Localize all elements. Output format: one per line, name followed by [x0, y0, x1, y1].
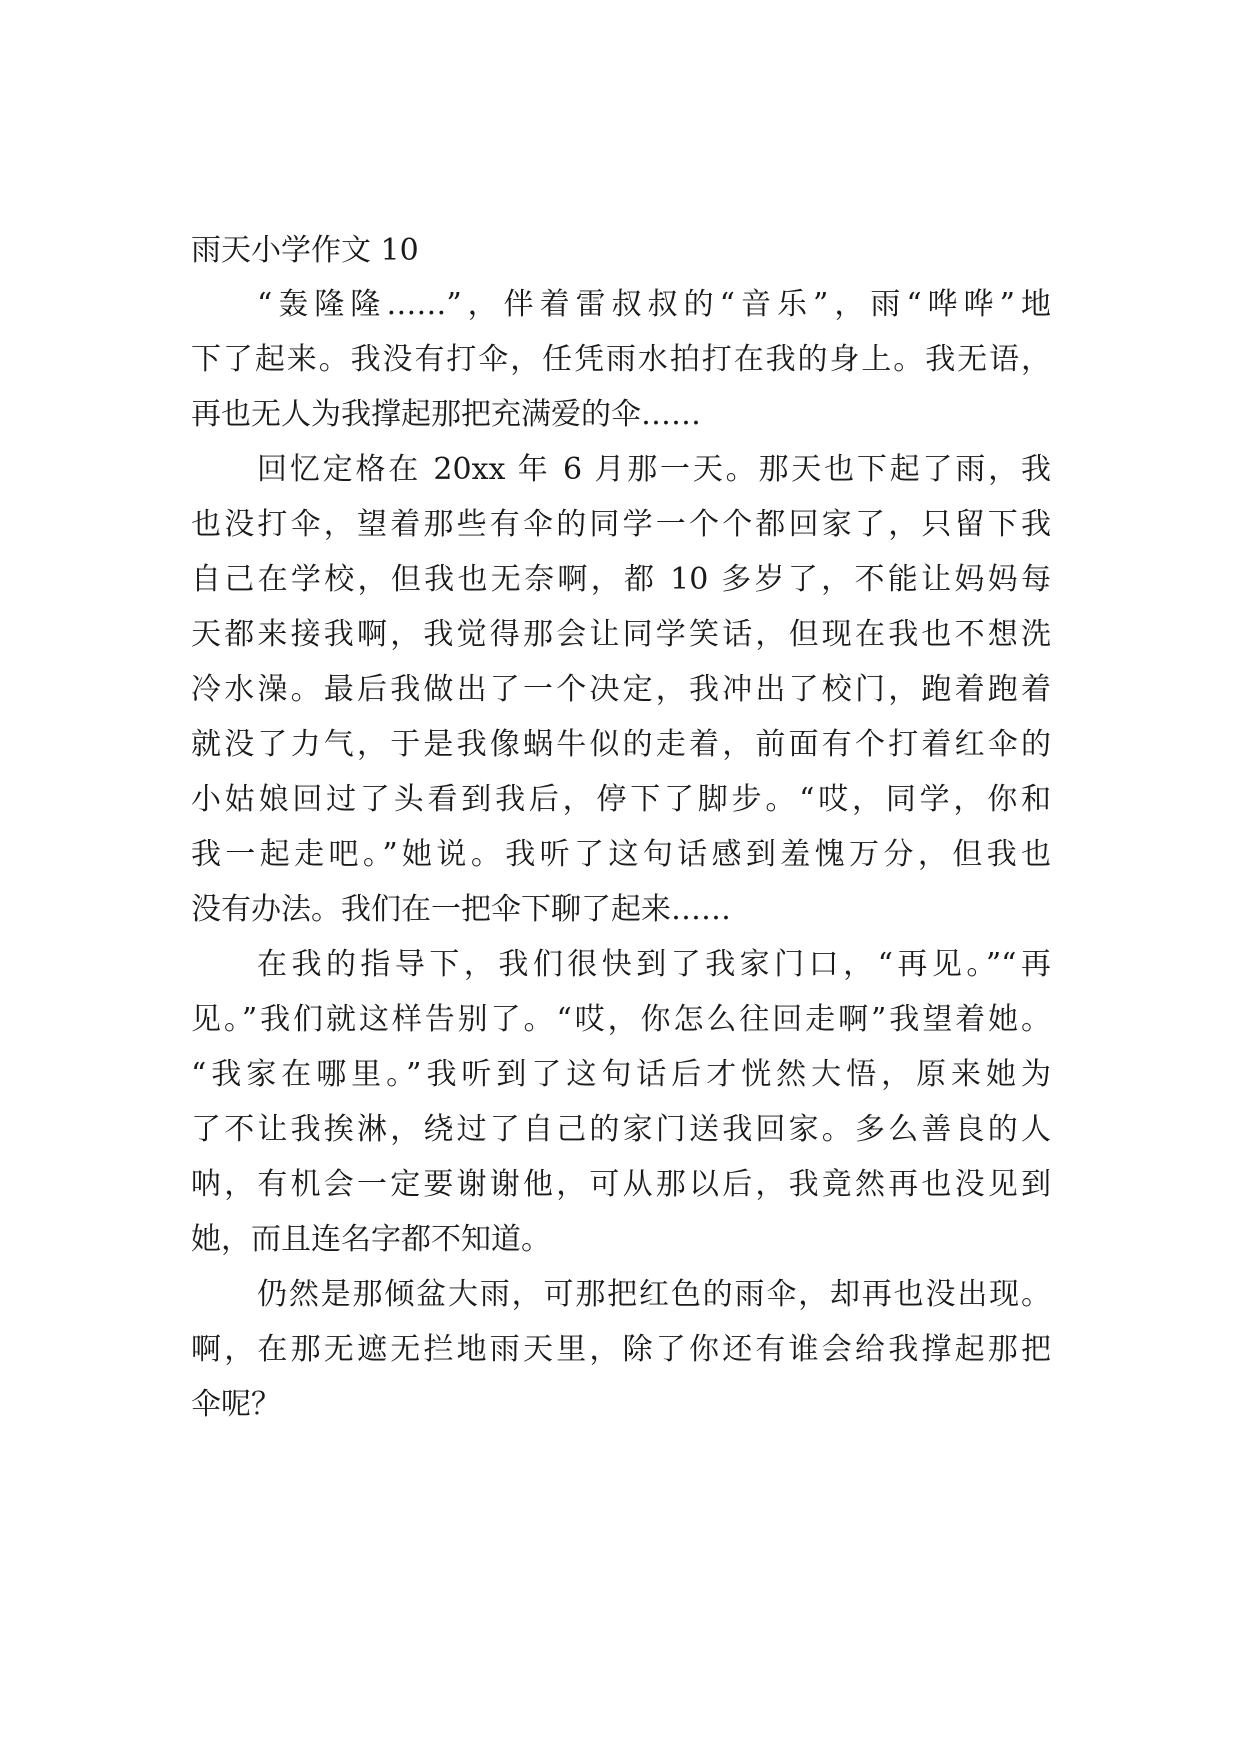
- text-line: “轰隆隆……”，伴着雷叔叔的“音乐”，雨“哗哗”地: [257, 287, 1051, 322]
- text-line: 自己在学校，但我也无奈啊，都 10 多岁了，不能让妈妈每: [191, 562, 1051, 597]
- text-line: 呐，有机会一定要谢谢他，可从那以后，我竟然再也没见到: [191, 1167, 1051, 1202]
- text-line: 下了起来。我没有打伞，任凭雨水拍打在我的身上。我无语，: [191, 342, 1051, 377]
- text-line: 冷水澡。最后我做出了一个决定，我冲出了校门，跑着跑着: [191, 672, 1051, 707]
- paragraph-3: [191, 937, 1051, 1267]
- paragraph-4: [191, 1267, 1051, 1432]
- text-line: 小姑娘回过了头看到我后，停下了脚步。“哎，同学，你和: [191, 782, 1051, 817]
- text-line: 天都来接我啊，我觉得那会让同学笑话，但现在我也不想洗: [191, 617, 1051, 652]
- document-title: 雨天小学作文 10: [191, 233, 419, 268]
- text-line: 在我的指导下，我们很快到了我家门口，“再见。”“再: [257, 947, 1051, 982]
- text-line: 伞呢？: [191, 1387, 281, 1422]
- text-line: 我一起走吧。”她说。我听了这句话感到羞愧万分，但我也: [191, 837, 1051, 872]
- text-line: 就没了力气，于是我像蜗牛似的走着，前面有个打着红伞的: [191, 727, 1051, 762]
- text-line: 回忆定格在 20xx 年 6 月那一天。那天也下起了雨，我: [257, 452, 1051, 487]
- text-line: 也没打伞，望着那些有伞的同学一个个都回家了，只留下我: [191, 507, 1051, 542]
- text-line: 没有办法。我们在一把伞下聊了起来……: [191, 892, 731, 927]
- text-line: 仍然是那倾盆大雨，可那把红色的雨伞，却再也没出现。: [257, 1277, 1051, 1312]
- text-line: 见。”我们就这样告别了。“哎，你怎么往回走啊”我望着她。: [191, 1002, 1051, 1037]
- text-line: 了不让我挨淋，绕过了自己的家门送我回家。多么善良的人: [191, 1112, 1051, 1147]
- text-line: 她，而且连名字都不知道。: [191, 1222, 551, 1257]
- text-line: “我家在哪里。”我听到了这句话后才恍然大悟，原来她为: [191, 1057, 1051, 1092]
- text-line: 再也无人为我撑起那把充满爱的伞……: [191, 397, 701, 432]
- paragraph-2: [191, 442, 1051, 937]
- text-line: 啊，在那无遮无拦地雨天里，除了你还有谁会给我撑起那把: [191, 1332, 1051, 1367]
- paragraph-1: [191, 277, 1051, 442]
- document-body: [191, 225, 1051, 1432]
